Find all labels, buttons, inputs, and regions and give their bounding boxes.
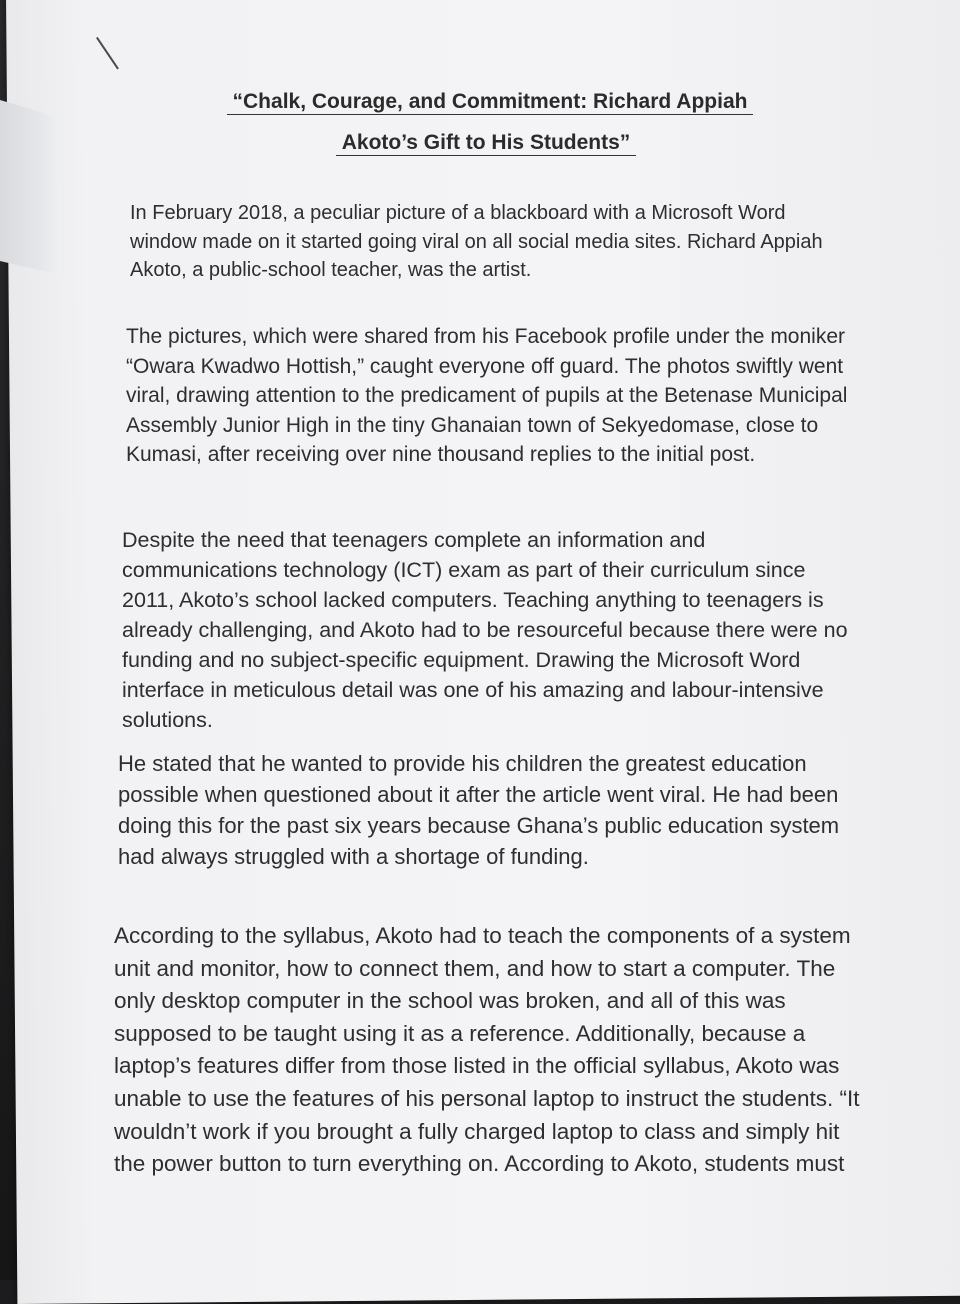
title-text-1: “Chalk, Courage, and Commitment: Richard Appiah [227,90,754,115]
paragraph-5: According to the syllabus, Akoto had to teach the components of a system unit and monitor, how to connect them, and how to start a computer. The only desktop computer in the school was broken, and all of this was supposed to be taught using it as a reference. Additionally, because a laptop’s features differ from those listed in the official syllabus, Akoto was unable to use the features of his personal laptop to instruct the students. “It wouldn’t work if you brought a fully charged laptop to class and simply hit the power button to turn everything on. According to Akoto, students must [114,923,860,1177]
paragraph-1: In February 2018, a peculiar picture of a blackboard with a Microsoft Word window made on it started going viral on all social media sites. Richard Appiah Akoto, a public-school teacher, was the artist. [130,202,823,281]
paper-curl [0,100,60,275]
paragraph-3: Despite the need that teenagers complete an information and communications technology (ICT) exam as part of their curriculum since 2011, Akoto’s school lacked computers. Teaching anything to teenagers is already challenging, and Akoto had to be resourceful because there were no funding and no subject-specific equipment. Drawing the Microsoft Word interface in meticulous detail was one of his amazing and labour-intensive solutions. [122,528,848,732]
title-text-2: Akoto’s Gift to His Students” [336,131,637,156]
document-title-line-1 [10,90,960,114]
paragraph-2: The pictures, which were shared from his Facebook profile under the moniker “Owara Kwadwo Hottish,” caught everyone off guard. The photos swiftly went viral, drawing attention to the predicament of pupils at the Betenase Municipal Assembly Junior High in the tiny Ghanaian town of Sekyedomase, close to Kumasi, after receiving over nine thousand replies to the initial post. [126,325,848,466]
document-title-line-2 [6,131,960,155]
paragraph-4: He stated that he wanted to provide his children the greatest education possible when questioned about it after the article went viral. He had been doing this for the past six years because Ghana’s public education system had always struggled with a shortage of funding. [118,751,840,869]
